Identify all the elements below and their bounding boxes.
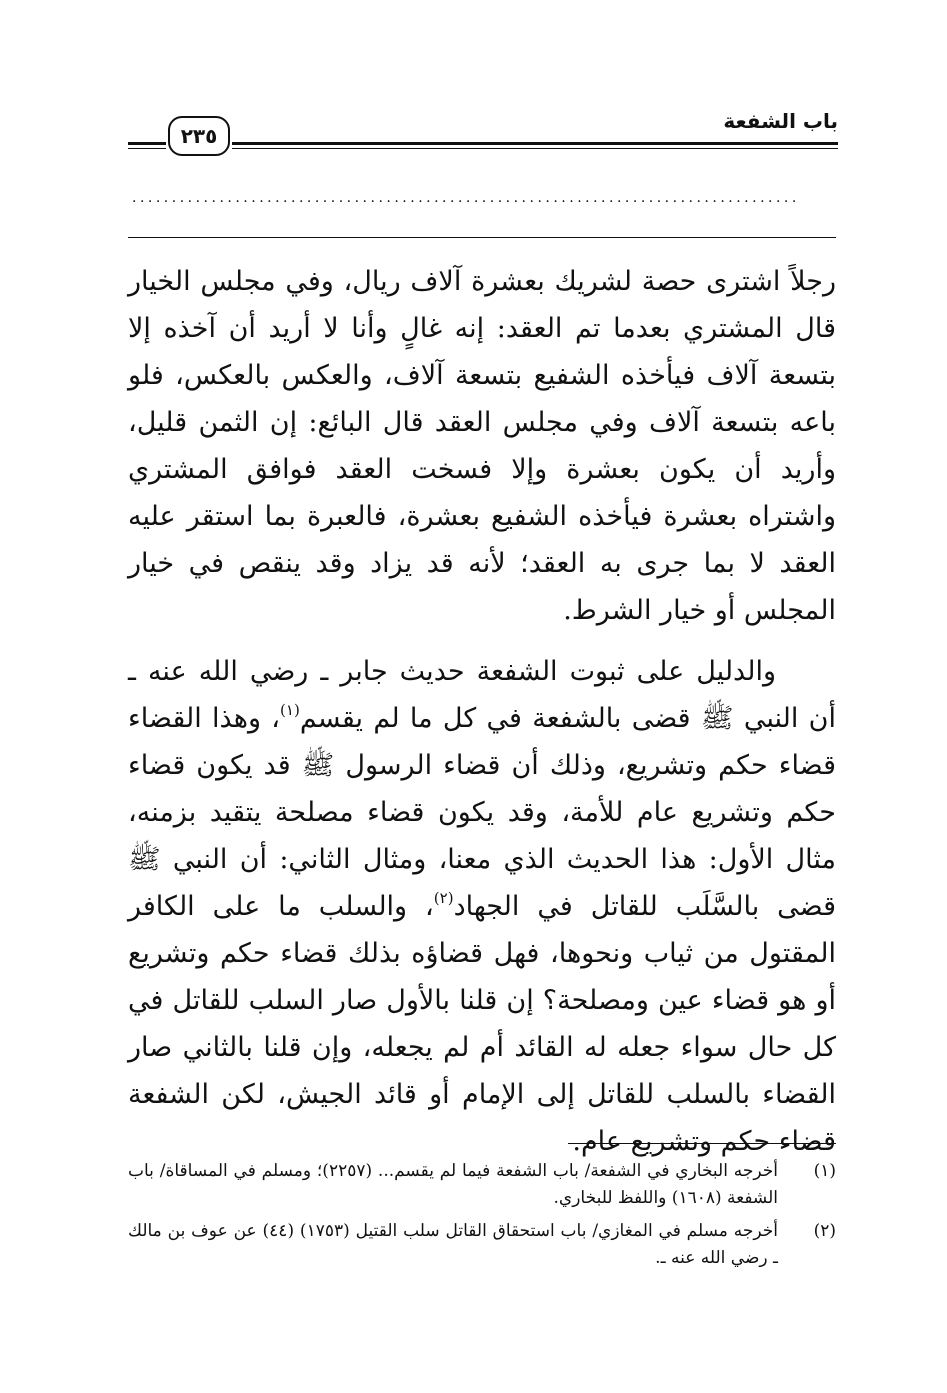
paragraph-2-part-1: والدليل على ثبوت الشفعة حديث جابر ـ رضي الله عنه ـ أن النبي ﷺ قضى بالشفعة في كل ما لم يقسم (128, 656, 836, 734)
footnote-number: (١) (813, 1161, 836, 1181)
header-double-rule-short (128, 142, 166, 149)
page-header (128, 108, 838, 158)
paragraph-2-part-2: ، وهذا القضاء قضاء حكم وتشريع، وذلك أن قضاء الرسول ﷺ قد يكون قضاء حكم وتشريع عام للأمة، وقد يكون قضاء مصلحة يتقيد بزمنه، مثال الأول: هذا الحديث الذي معنا، ومثال الثاني: أن النبي ﷺ قضى بالسَّلَب للقاتل في الجهاد (128, 703, 837, 922)
paragraph-2-part-3: ، والسلب ما على الكافر المقتول من ثياب ونحوها، فهل قضاؤه بذلك قضاء حكم وتشريع أو هو قضاء عين ومصلحة؟ إن قلنا بالأول صار السلب للقاتل في كل حال سواء جعله له القائد أم لم يجعله، وإن قلنا بالثاني صار القضاء بالسلب للقاتل إلى الإمام أو قائد الجيش، لكن الشفعة قضاء حكم وتشريع عام. (128, 891, 836, 1157)
main-text (128, 258, 836, 1165)
paragraph-2 (128, 648, 836, 1165)
page-number-frame (168, 116, 230, 156)
footnotes (128, 1158, 836, 1278)
paragraph-1: رجلاً اشترى حصة لشريك بعشرة آلاف ريال، وفي مجلس الخيار قال المشتري بعدما تم العقد: إنه غالٍ وأنا لا أريد أن آخذه إلا بتسعة آلاف فيأخذه الشفيع بتسعة آلاف، والعكس بالعكس، فلو باعه بتسعة آلاف وفي مجلس العقد قال البائع: إن الثمن قليل، وأريد أن يكون بعشرة وإلا فسخت العقد فوافق المشتري واشتراه بعشرة فيأخذه الشفيع بعشرة، فالعبرة بما استقر عليه العقد لا بما جرى به العقد؛ لأنه قد يزاد وقد ينقص في خيار المجلس أو خيار الشرط. (128, 266, 836, 626)
footnote-separator (568, 1143, 836, 1144)
footnote-text: أخرجه البخاري في الشفعة/ باب الشفعة فيما لم يقسم... (٢٢٥٧)؛ ومسلم في المساقاة/ باب الشفعة (١٦٠٨) واللفظ للبخاري. (128, 1161, 779, 1208)
footnote-2 (128, 1218, 836, 1272)
footnote-number: (٢) (813, 1221, 836, 1241)
dotted-separator: .................................................................................... (132, 193, 800, 203)
footnote-1 (128, 1158, 836, 1212)
page-number: ٢٣٥ (180, 124, 218, 148)
content-top-rule (128, 237, 836, 238)
footnote-reference-1: (١) (280, 701, 300, 719)
chapter-title: باب الشفعة (723, 109, 838, 133)
header-double-rule (232, 142, 838, 149)
footnote-text: أخرجه مسلم في المغازي/ باب استحقاق القاتل سلب القتيل (١٧٥٣) (٤٤) عن عوف بن مالك ـ رضي الله عنه ـ. (128, 1221, 778, 1268)
footnote-reference-2: (٢) (433, 889, 454, 907)
